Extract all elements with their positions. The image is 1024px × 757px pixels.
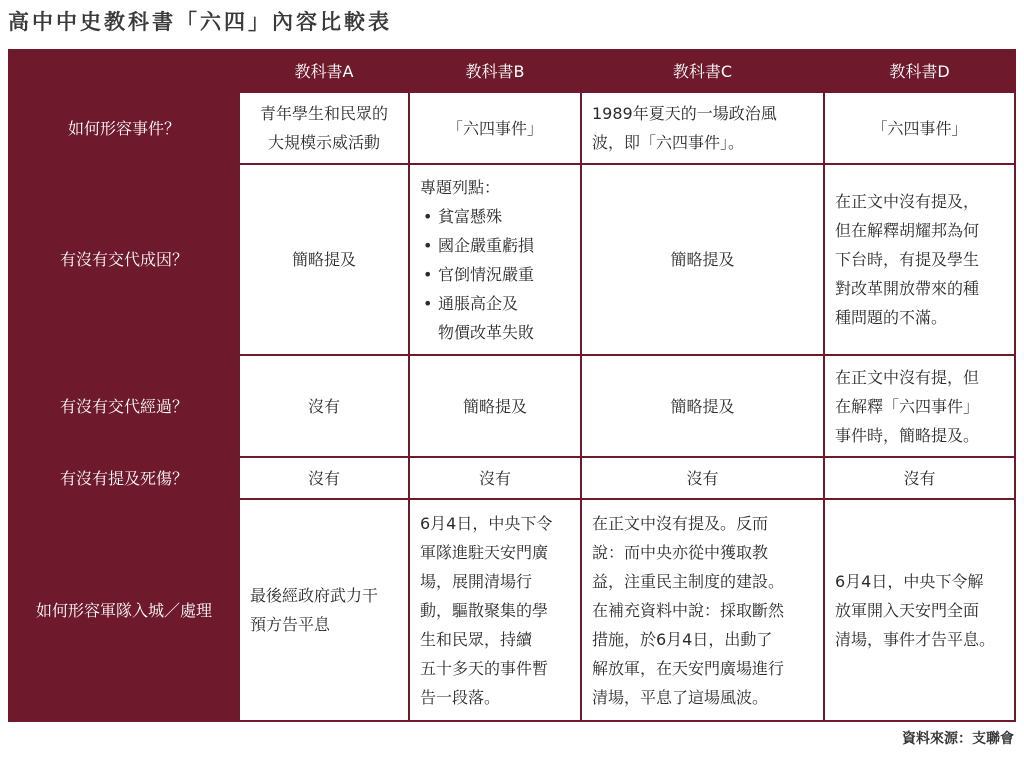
row-header: 如何形容事件？ <box>9 92 239 164</box>
cell-content <box>825 464 1014 493</box>
table-cell <box>239 92 409 164</box>
text-line: 沒有 <box>478 468 511 488</box>
text-line: 沒有 <box>307 468 340 488</box>
text-line: 措施，於6月4日，出動了 <box>592 629 773 649</box>
text-line: 種問題的不滿。 <box>835 308 948 327</box>
text-line: 益，注重民主制度的建設。 <box>592 571 785 591</box>
points-intro: 專題列點： <box>420 177 501 197</box>
cell-content <box>240 464 408 493</box>
cell-content <box>825 567 1014 654</box>
text-line: 放軍開入天安門全面 <box>835 600 980 620</box>
table-cell <box>239 457 409 499</box>
cell-content <box>240 99 408 157</box>
table-row <box>9 164 1015 355</box>
source-note: 資料來源：支聯會 <box>902 731 1014 747</box>
cell-content <box>240 392 408 421</box>
text-line: 沒有 <box>903 468 936 488</box>
cell-content <box>825 187 1014 332</box>
comparison-table <box>8 49 1016 722</box>
column-header: 教科書C <box>581 50 824 92</box>
text-line: 沒有 <box>307 396 340 416</box>
cell-content <box>582 99 823 157</box>
table-cell <box>409 92 581 164</box>
header-row <box>9 50 1015 92</box>
table-cell <box>581 92 824 164</box>
text-line: 在正文中沒有提及， <box>835 192 980 211</box>
text-line: 6月4日，中央下令解 <box>835 571 984 591</box>
text-line: 在補充資料中說：採取斷然 <box>592 600 785 620</box>
row-header: 如何形容軍隊入城／處理 <box>9 499 239 721</box>
list-item: • 通脹高企及 <box>420 289 570 318</box>
text-line: 告一段落。 <box>420 687 501 707</box>
text-line: 簡略提及 <box>670 396 735 416</box>
text-line: 大規模示威活動 <box>267 133 380 152</box>
table-row <box>9 457 1015 499</box>
table-cell <box>824 92 1015 164</box>
list-item: • 貧富懸殊 <box>420 202 570 231</box>
text-line: 簡略提及 <box>462 396 527 416</box>
text-line: 下台時，有提及學生 <box>835 250 980 269</box>
table-cell <box>824 457 1015 499</box>
table-cell <box>409 499 581 721</box>
points-list <box>420 202 570 347</box>
text-line: 「六四事件」 <box>871 118 968 138</box>
text-line: 波，即「六四事件」。 <box>592 133 745 152</box>
cell-content <box>410 464 580 493</box>
cell-content <box>240 581 408 639</box>
text-line: 清場，平息了這場風波。 <box>592 687 769 707</box>
table-cell <box>239 499 409 721</box>
table-row <box>9 499 1015 721</box>
text-line: 「六四事件」 <box>446 118 543 138</box>
table-cell <box>409 457 581 499</box>
text-line: 沒有 <box>686 468 719 488</box>
table-cell <box>824 499 1015 721</box>
text-line: 動，驅散聚集的學 <box>420 600 549 620</box>
list-item: • 國企嚴重虧損 <box>420 231 570 260</box>
text-line: 簡略提及 <box>291 250 356 269</box>
page-title: 高中中史教科書「六四」內容比較表 <box>8 9 392 34</box>
text-line: 場，展開清場行 <box>420 571 533 591</box>
text-line: 生和民眾，持續 <box>420 629 533 649</box>
text-line: 在正文中沒有提及。反而 <box>592 513 769 533</box>
cell-content <box>582 509 823 712</box>
text-line: 在正文中沒有提，但 <box>835 367 980 387</box>
cell-content <box>410 392 580 421</box>
table-cell <box>409 164 581 355</box>
text-line: 預方告平息 <box>250 615 331 634</box>
cell-content <box>410 114 580 143</box>
cell-content <box>410 173 580 347</box>
table-cell <box>239 355 409 457</box>
text-line: 1989年夏天的一場政治風 <box>592 104 777 123</box>
text-line: 清場，事件才告平息。 <box>835 629 996 649</box>
text-line: 事件時，簡略提及。 <box>835 425 980 445</box>
table-cell <box>409 355 581 457</box>
table-cell <box>581 457 824 499</box>
text-line: 軍隊進駐天安門廣 <box>420 542 549 562</box>
text-line: 但在解釋胡耀邦為何 <box>835 221 980 240</box>
cell-content <box>825 363 1014 450</box>
text-line: 簡略提及 <box>670 250 735 269</box>
row-header: 有沒有提及死傷？ <box>9 457 239 499</box>
text-line: 最後經政府武力干 <box>250 586 379 605</box>
row-header: 有沒有交代經過？ <box>9 355 239 457</box>
text-line: 在解釋「六四事件」 <box>835 396 980 416</box>
table-cell <box>824 164 1015 355</box>
text-line: 說：而中央亦從中獲取教 <box>592 542 769 562</box>
list-item: 物價改革失敗 <box>438 322 535 342</box>
table-row <box>9 92 1015 164</box>
text-line: 五十多天的事件暫 <box>420 658 549 678</box>
column-header: 教科書B <box>409 50 581 92</box>
table-row <box>9 355 1015 457</box>
table-cell <box>581 499 824 721</box>
table-cell <box>824 355 1015 457</box>
column-header: 教科書D <box>824 50 1015 92</box>
cell-content <box>582 464 823 493</box>
cell-content <box>410 509 580 712</box>
row-header: 有沒有交代成因？ <box>9 164 239 355</box>
cell-content <box>240 245 408 274</box>
corner-cell <box>9 50 239 92</box>
cell-content <box>825 114 1014 143</box>
table-cell <box>581 164 824 355</box>
table-cell <box>239 164 409 355</box>
text-line: 青年學生和民眾的 <box>259 104 388 123</box>
text-line: 對改革開放帶來的種 <box>835 279 980 298</box>
cell-content <box>582 245 823 274</box>
cell-content <box>582 392 823 421</box>
list-item: • 官倒情況嚴重 <box>420 260 570 289</box>
table-cell <box>581 355 824 457</box>
column-header: 教科書A <box>239 50 409 92</box>
text-line: 解放軍，在天安門廣場進行 <box>592 658 785 678</box>
text-line: 6月4日，中央下令 <box>420 513 553 533</box>
